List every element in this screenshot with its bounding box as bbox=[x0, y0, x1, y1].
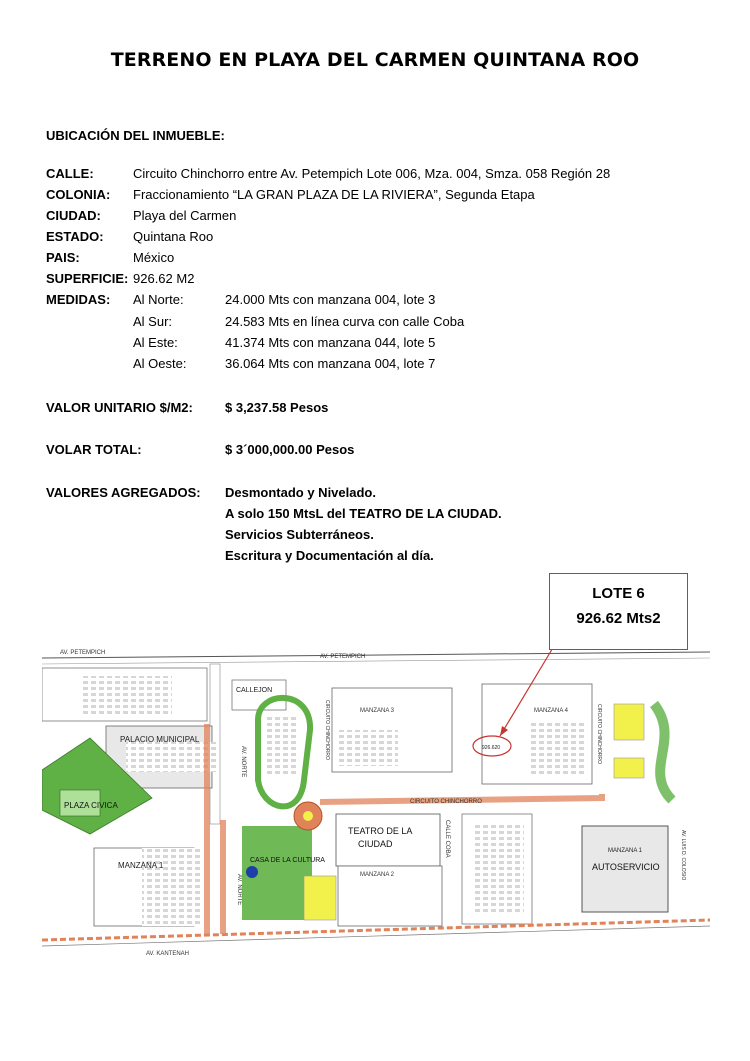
callejon-label: CALLEJON bbox=[236, 687, 273, 694]
av-kantenah-label: AV. KANTENAH bbox=[146, 951, 190, 957]
valor-unitario-label: VALOR UNITARIO $/M2: bbox=[46, 400, 193, 415]
lote-6-callout bbox=[549, 573, 688, 650]
manzana-4-label: MANZANA 4 bbox=[534, 708, 569, 714]
page-title: TERRENO EN PLAYA DEL CARMEN QUINTANA ROO bbox=[110, 49, 640, 71]
superficie-value: 926.62 M2 bbox=[133, 271, 195, 286]
manzana-2-label: MANZANA 2 bbox=[360, 872, 395, 878]
medida-norte-value: 24.000 Mts con manzana 004, lote 3 bbox=[225, 292, 436, 307]
palacio-municipal-label: PALACIO MUNICIPAL bbox=[120, 735, 200, 744]
circuito-chinchorro-label: CIRCUITO CHINCHORRO bbox=[410, 799, 482, 805]
callout-line-2: 926.62 Mts2 bbox=[576, 610, 661, 627]
estado-value: Quintana Roo bbox=[133, 229, 214, 244]
valor-agregado-item: A solo 150 MtsL del TEATRO DE LA CIUDAD. bbox=[225, 506, 502, 521]
colonia-label: COLONIA: bbox=[46, 187, 111, 202]
medida-sur-dir: Al Sur: bbox=[133, 314, 173, 329]
medida-sur-value: 24.583 Mts en línea curva con calle Coba bbox=[225, 314, 465, 329]
manzana-3-label: MANZANA 3 bbox=[360, 708, 395, 714]
location-heading: UBICACIÓN DEL INMUEBLE: bbox=[46, 128, 225, 143]
teatro-label-1: TEATRO DE LA bbox=[348, 826, 413, 836]
pais-label: PAIS: bbox=[46, 250, 80, 265]
medidas-label: MEDIDAS: bbox=[46, 292, 111, 307]
estado-label: ESTADO: bbox=[46, 229, 104, 244]
ciudad-value: Playa del Carmen bbox=[133, 208, 237, 223]
calle-label: CALLE: bbox=[46, 166, 94, 181]
ciudad-label: CIUDAD: bbox=[46, 208, 101, 223]
av-norte-bottom-label: AV. NORTE bbox=[236, 874, 242, 906]
valor-agregado-item: Servicios Subterráneos. bbox=[225, 527, 374, 542]
plaza-civica-label: PLAZA CIVICA bbox=[64, 801, 118, 810]
site-plan-map bbox=[42, 620, 710, 960]
teatro-label-2: CIUDAD bbox=[358, 839, 393, 849]
av-petempich-right-label: AV. PETEMPICH bbox=[320, 654, 366, 660]
autoservicio-label: AUTOSERVICIO bbox=[592, 862, 660, 872]
medida-norte-dir: Al Norte: bbox=[133, 292, 184, 307]
circuito-chinchorro-vertical-label: CIRCUITO CHINCHORRO bbox=[324, 700, 330, 760]
medida-este-dir: Al Este: bbox=[133, 335, 178, 350]
volar-total-label: VOLAR TOTAL: bbox=[46, 442, 142, 457]
callout-pointer bbox=[496, 640, 562, 740]
medida-este-value: 41.374 Mts con manzana 044, lote 5 bbox=[225, 335, 436, 350]
yellow-lot bbox=[304, 876, 336, 920]
medida-oeste-dir: Al Oeste: bbox=[133, 356, 187, 371]
valor-agregado-item: Desmontado y Nivelado. bbox=[225, 485, 376, 500]
circuito-chinchorro-vertical-label-2: CIRCUITO CHINCHORRO bbox=[596, 704, 602, 764]
pais-value: México bbox=[133, 250, 175, 265]
colonia-value: Fraccionamiento “LA GRAN PLAZA DE LA RIVIERA”, Segunda Etapa bbox=[133, 187, 535, 202]
av-norte-top-label: AV. NORTE bbox=[240, 746, 246, 778]
superficie-label: SUPERFICIE: bbox=[46, 271, 129, 286]
lote-6-area-label: 926.620 bbox=[482, 745, 501, 751]
manzana-1-right-label: MANZANA 1 bbox=[608, 848, 643, 854]
av-luis-colosio-label: AV. LUIS D. COLOSIO bbox=[680, 830, 686, 881]
manzana-1-left-label: MANZANA 1 bbox=[118, 861, 164, 870]
valor-agregado-item: Escritura y Documentación al día. bbox=[225, 548, 434, 563]
medida-oeste-value: 36.064 Mts con manzana 004, lote 7 bbox=[225, 356, 436, 371]
casa-cultura-label: CASA DE LA CULTURA bbox=[250, 857, 325, 864]
valor-unitario-value: $ 3,237.58 Pesos bbox=[225, 400, 329, 415]
calle-value: Circuito Chinchorro entre Av. Petempich Lote 006, Mza. 004, Smza. 058 Región 28 bbox=[133, 166, 611, 181]
valores-agregados-label: VALORES AGREGADOS: bbox=[46, 485, 201, 500]
parking-lots bbox=[82, 676, 172, 716]
callout-line-1: LOTE 6 bbox=[592, 585, 645, 602]
calle-coba-label: CALLE COBA bbox=[444, 820, 450, 858]
volar-total-value: $ 3´000,000.00 Pesos bbox=[225, 442, 355, 457]
av-petempich-left-label: AV. PETEMPICH bbox=[60, 650, 106, 656]
